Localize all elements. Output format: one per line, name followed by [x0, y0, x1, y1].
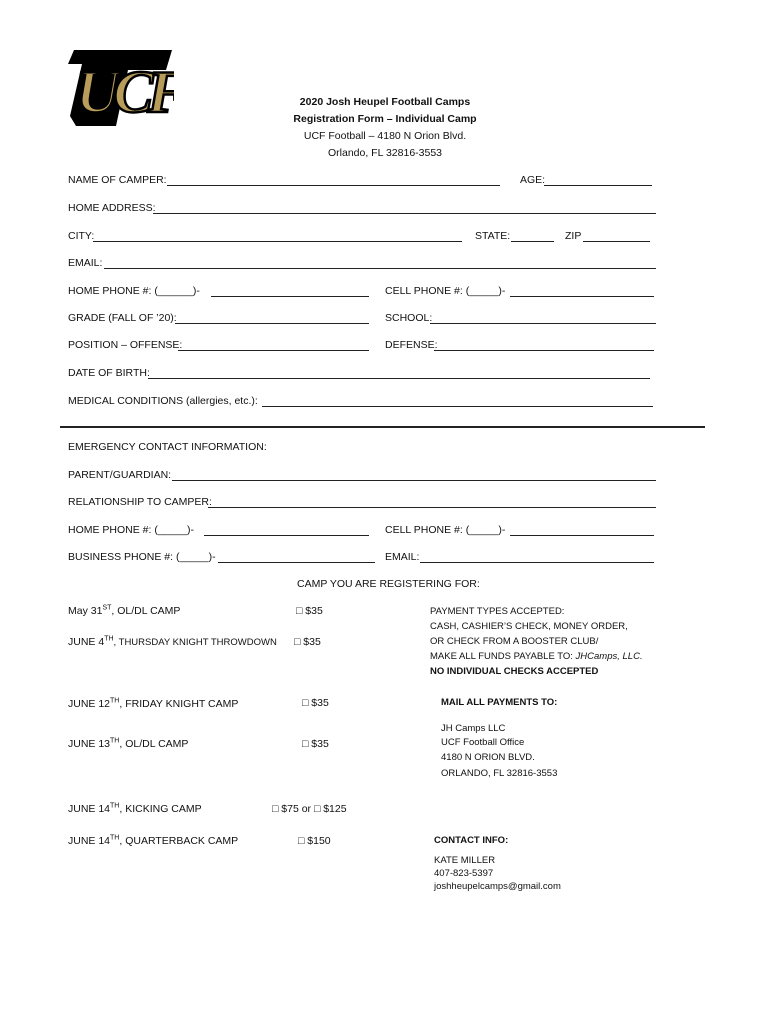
mail-line1: JH Camps LLC — [441, 723, 506, 734]
emergency-email-label: EMAIL: — [385, 551, 420, 563]
school-label: SCHOOL: — [385, 312, 433, 324]
svg-text:UCF: UCF — [76, 59, 174, 125]
contact-email[interactable]: joshheupelcamps@gmail.com — [434, 881, 561, 892]
mail-line2: UCF Football Office — [441, 737, 525, 748]
email-field[interactable] — [104, 268, 656, 269]
dob-field[interactable] — [148, 378, 650, 379]
age-label: AGE: — [520, 174, 546, 186]
form-subtitle: Registration Form – Individual Camp — [293, 113, 477, 125]
emergency-cell-phone-label: CELL PHONE #: (_____)- — [385, 524, 506, 536]
camp-item-6: JUNE 14TH, QUARTERBACK CAMP — [68, 834, 239, 847]
position-offense-label: POSITION – OFFENSE: — [68, 339, 183, 351]
medical-label: MEDICAL CONDITIONS (allergies, etc.): — [68, 395, 258, 407]
contact-name: KATE MILLER — [434, 855, 496, 866]
state-field[interactable] — [511, 241, 554, 242]
emergency-heading: EMERGENCY CONTACT INFORMATION: — [68, 441, 267, 453]
camps-heading: CAMP YOU ARE REGISTERING FOR: — [297, 578, 480, 590]
emergency-cell-phone-field[interactable] — [510, 535, 654, 536]
header-address-line2: Orlando, FL 32816-3553 — [327, 147, 443, 159]
camp-2-price-checkbox[interactable]: □ $35 — [294, 636, 321, 648]
header-address-line1: UCF Football – 4180 N Orion Blvd. — [303, 130, 467, 142]
business-phone-field[interactable] — [218, 562, 375, 563]
zip-field[interactable] — [583, 241, 650, 242]
state-label: STATE: — [475, 230, 511, 242]
parent-field[interactable] — [172, 480, 656, 481]
contact-heading: CONTACT INFO: — [434, 835, 509, 846]
parent-label: PARENT/GUARDIAN: — [68, 469, 172, 481]
age-field[interactable] — [544, 185, 652, 186]
payment-types-line3: OR CHECK FROM A BOOSTER CLUB/ — [430, 636, 599, 647]
grade-field[interactable] — [175, 323, 369, 324]
grade-label: GRADE (FALL OF ’20): — [68, 312, 177, 324]
camp-6-price-checkbox[interactable]: □ $150 — [298, 835, 331, 847]
camp-item-4: JUNE 13TH, OL/DL CAMP — [68, 737, 189, 750]
camper-name-label: NAME OF CAMPER: — [68, 174, 167, 186]
contact-phone: 407-823-5397 — [434, 868, 494, 879]
no-individual-checks: NO INDIVIDUAL CHECKS ACCEPTED — [430, 666, 599, 677]
cell-phone-label: CELL PHONE #: (_____)- — [385, 285, 506, 297]
school-field[interactable] — [430, 323, 656, 324]
camp-5-price-checkbox[interactable]: □ $75 or □ $125 — [272, 803, 347, 815]
ucf-logo — [68, 46, 174, 130]
zip-label: ZIP — [565, 230, 582, 242]
emergency-email-field[interactable] — [420, 562, 654, 563]
camp-4-price-checkbox[interactable]: □ $35 — [302, 738, 329, 750]
form-title: 2020 Josh Heupel Football Camps — [299, 96, 471, 108]
dob-label: DATE OF BIRTH: — [68, 367, 150, 379]
medical-field[interactable] — [262, 406, 653, 407]
camper-name-field[interactable] — [167, 185, 500, 186]
home-phone-label: HOME PHONE #: (______)- — [68, 285, 200, 297]
defense-label: DEFENSE: — [385, 339, 438, 351]
camp-item-2: JUNE 4TH, THURSDAY KNIGHT THROWDOWN — [68, 635, 277, 648]
payment-types-line2: CASH, CASHIER’S CHECK, MONEY ORDER, — [430, 621, 628, 632]
relationship-field[interactable] — [208, 507, 656, 508]
home-address-field[interactable] — [153, 213, 656, 214]
home-phone-field[interactable] — [211, 296, 369, 297]
cell-phone-field[interactable] — [510, 296, 654, 297]
camp-1-price-checkbox[interactable]: □ $35 — [296, 605, 323, 617]
emergency-home-phone-label: HOME PHONE #: (_____)- — [68, 524, 195, 536]
camp-item-3: JUNE 12TH, FRIDAY KNIGHT CAMP — [68, 697, 239, 710]
camp-3-price-checkbox[interactable]: □ $35 — [302, 697, 329, 709]
payment-payable-line: MAKE ALL FUNDS PAYABLE TO: JHCamps, LLC. — [430, 651, 643, 662]
email-label: EMAIL: — [68, 257, 103, 269]
city-field[interactable] — [93, 241, 462, 242]
mail-line4: ORLANDO, FL 32816-3553 — [441, 768, 558, 779]
mail-line3: 4180 N ORION BLVD. — [441, 752, 535, 763]
position-offense-field[interactable] — [178, 350, 369, 351]
emergency-home-phone-field[interactable] — [204, 535, 369, 536]
payment-types-heading: PAYMENT TYPES ACCEPTED: — [430, 606, 565, 617]
business-phone-label: BUSINESS PHONE #: (_____)- — [68, 551, 216, 563]
camp-item-1: May 31ST, OL/DL CAMP — [68, 604, 181, 617]
section-divider — [60, 426, 705, 428]
mail-payments-heading: MAIL ALL PAYMENTS TO: — [441, 697, 558, 708]
city-label: CITY: — [68, 230, 95, 242]
relationship-label: RELATIONSHIP TO CAMPER: — [68, 496, 212, 508]
home-address-label: HOME ADDRESS: — [68, 202, 156, 214]
defense-field[interactable] — [434, 350, 654, 351]
camp-item-5: JUNE 14TH, KICKING CAMP — [68, 802, 202, 815]
